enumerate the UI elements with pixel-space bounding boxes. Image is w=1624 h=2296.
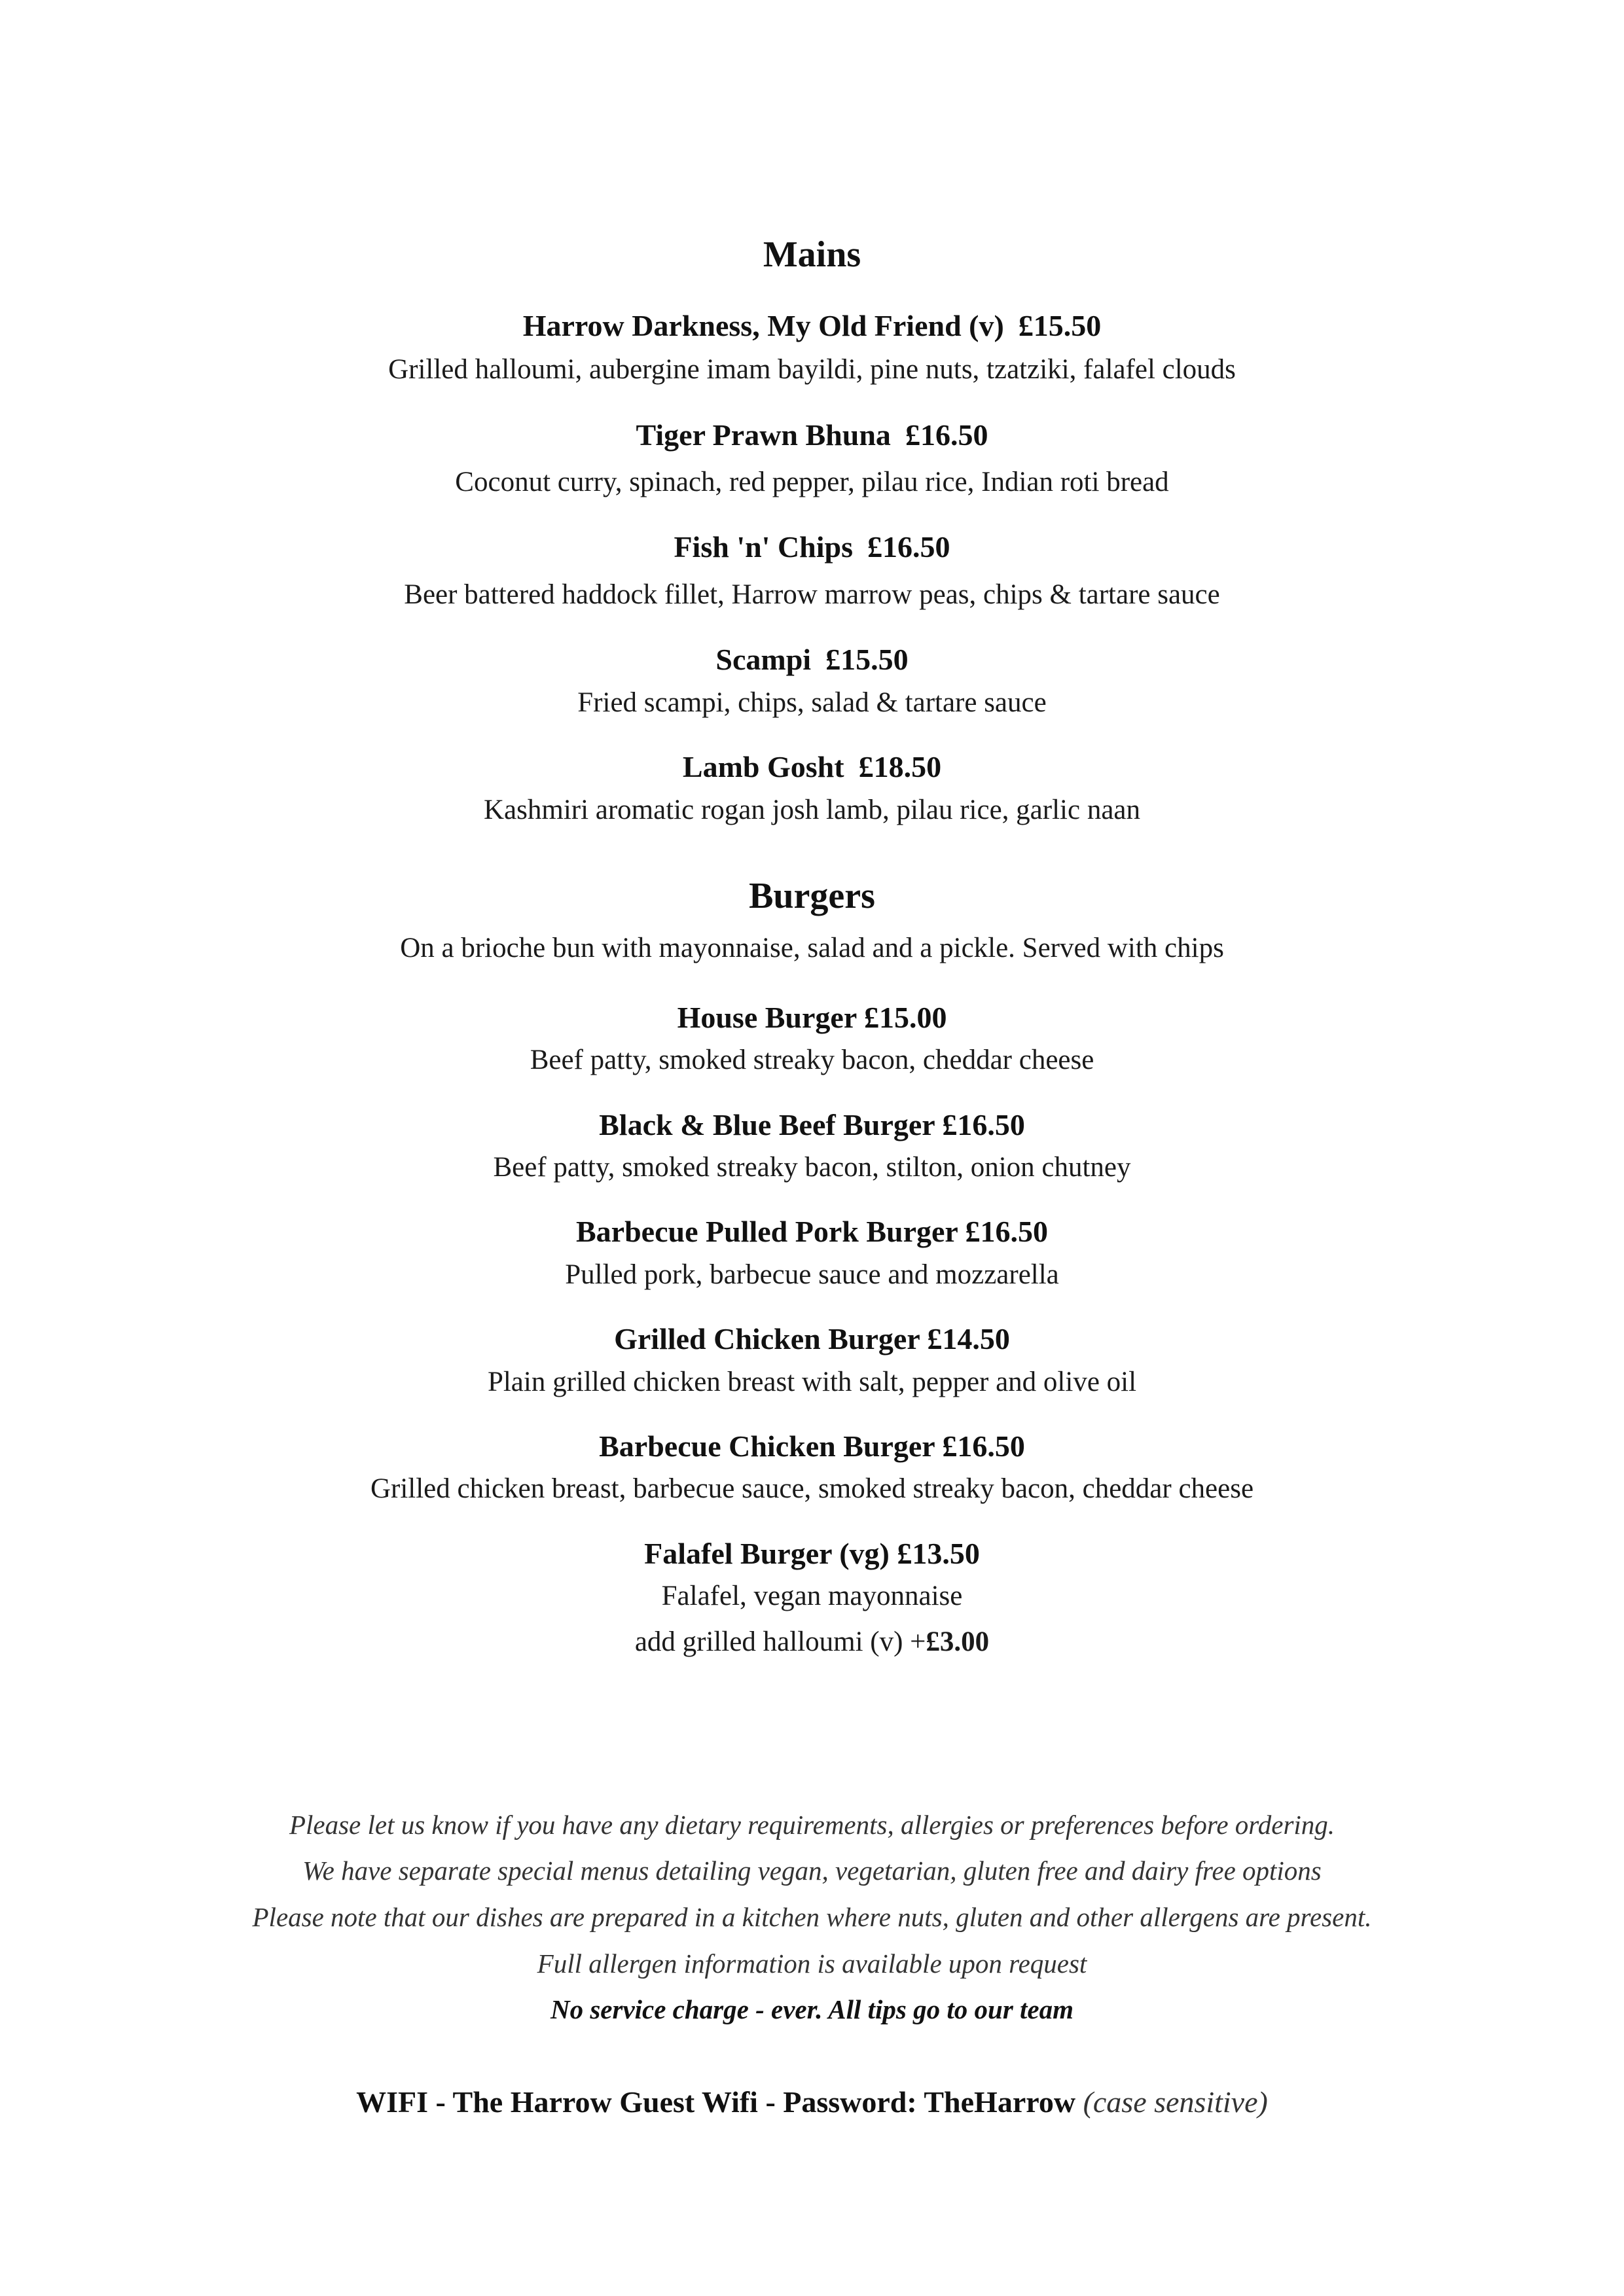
service-charge-note: No service charge - ever. All tips go to our team [550,1994,1074,2024]
menu-item-description: Plain grilled chicken breast with salt, pepper and olive oil [487,1367,1137,1397]
menu-item-description: Kashmiri aromatic rogan josh lamb, pilau rice, garlic naan [484,795,1140,825]
menu-item-title [0,1213,1624,1250]
burgers-subtitle: On a brioche bun with mayonnaise, salad and a pickle. Served with chips [400,933,1224,963]
menu-item-name: Fish 'n' Chips [674,530,854,564]
menu-item-title [0,417,1624,454]
menu-item-description: Coconut curry, spinach, red pepper, pilau rice, Indian roti bread [455,467,1169,497]
menu-item-name: Lamb Gosht [682,750,844,783]
menu-item-description: Pulled pork, barbecue sauce and mozzarella [565,1259,1059,1290]
menu-item-name: Barbecue Chicken Burger [599,1429,935,1463]
menu-item-price: £14.50 [927,1322,1010,1355]
menu-item-name: Scampi [715,643,812,676]
menu-item-price: £18.50 [858,750,942,783]
wifi-text: WIFI - The Harrow Guest Wifi - Password: TheHarrow [356,2085,1076,2119]
menu-item-price: £16.50 [965,1215,1049,1248]
wifi-case-note: (case sensitive) [1083,2085,1268,2119]
menu-item-title [0,1428,1624,1465]
menu-item-description: Falafel, vegan mayonnaise [661,1581,963,1611]
wifi-info [0,2084,1624,2121]
menu-item-price: £13.50 [897,1537,980,1570]
menu-item-name: Harrow Darkness, My Old Friend (v) [522,309,1004,342]
menu-item-title [0,641,1624,678]
menu-item-title [0,1107,1624,1143]
menu-item-addon [0,1624,1624,1660]
dietary-note: Please let us know if you have any dietary requirements, allergies or preferences before ordering. [289,1810,1335,1840]
menu-item-price: £16.50 [942,1429,1025,1463]
menu-item-description: Grilled halloumi, aubergine imam bayildi, pine nuts, tzatziki, falafel clouds [388,354,1236,385]
menu-item-price: £15.50 [825,643,909,676]
menu-item-title [0,1535,1624,1572]
menu-item-name: Grilled Chicken Burger [614,1322,920,1355]
menu-item-price: £15.50 [1018,309,1102,342]
mains-title: Mains [763,234,861,275]
menu-item-description: Beef patty, smoked streaky bacon, cheddar cheese [530,1045,1094,1075]
menu-item-price: £16.50 [905,418,988,452]
menu-item-title [0,999,1624,1036]
menu-item-description: Fried scampi, chips, salad & tartare sauce [577,687,1047,718]
menu-item-description: Beef patty, smoked streaky bacon, stilton, onion chutney [493,1152,1131,1183]
menu-item-name: Barbecue Pulled Pork Burger [575,1215,958,1248]
addon-label: add grilled halloumi (v) + [634,1626,926,1657]
menu-item-title [0,529,1624,565]
menu-item-title [0,1321,1624,1357]
menu-item-title [0,749,1624,785]
menu-item-price: £15.00 [863,1001,947,1034]
menu-item-title [0,308,1624,344]
allergen-kitchen-note: Please note that our dishes are prepared in a kitchen where nuts, gluten and other allergens are present. [252,1902,1372,1932]
menu-item-name: Falafel Burger (vg) [644,1537,890,1570]
menu-item-name: Tiger Prawn Bhuna [636,418,891,452]
special-menus-note: We have separate special menus detailing vegan, vegetarian, gluten free and dairy free options [302,1856,1322,1886]
menu-item-description: Beer battered haddock fillet, Harrow marrow peas, chips & tartare sauce [404,579,1220,610]
allergen-info-note: Full allergen information is available upon request [537,1948,1087,1979]
burgers-title: Burgers [749,876,875,916]
menu-item-price: £16.50 [867,530,950,564]
addon-price: £3.00 [926,1626,990,1657]
menu-item-description: Grilled chicken breast, barbecue sauce, smoked streaky bacon, cheddar cheese [370,1473,1254,1504]
menu-item-price: £16.50 [942,1108,1025,1141]
menu-item-name: House Burger [677,1001,857,1034]
menu-item-name: Black & Blue Beef Burger [599,1108,935,1141]
